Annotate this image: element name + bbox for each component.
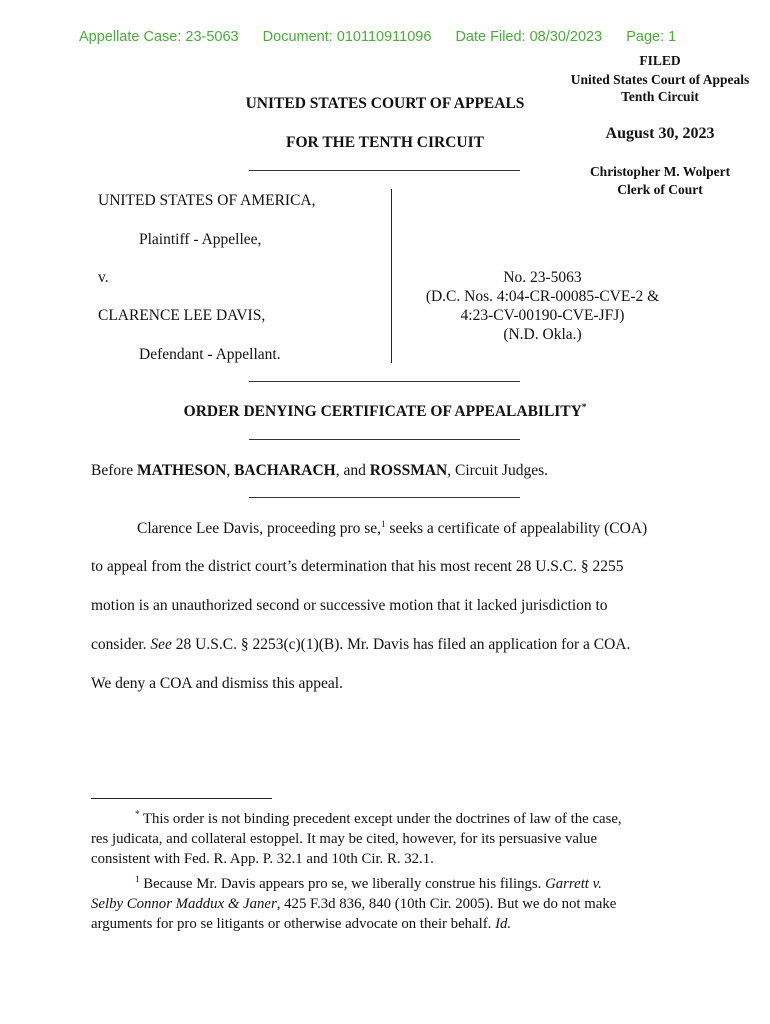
footnote-text: This order is not binding precedent except under the doctrines of law of the case,: [139, 811, 622, 827]
header-document: Document: 010110911096: [262, 29, 432, 45]
body-line-2: to appeal from the district court’s determination that his most recent 28 U.S.C. § 2255: [91, 558, 624, 575]
court-name: UNITED STATES COURT OF APPEALS: [245, 95, 525, 112]
footnote-1: [91, 874, 691, 934]
caption-defendant: CLARENCE LEE DAVIS,: [98, 307, 266, 324]
caption-divider: [391, 189, 392, 363]
body-text: consider.: [91, 636, 151, 653]
stamp-clerk-name: Christopher M. Wolpert: [589, 164, 731, 179]
divider: [249, 170, 520, 171]
order-title-footnote-mark: *: [581, 401, 587, 412]
judges-line: [91, 462, 548, 480]
footnote-line: consistent with Fed. R. App. P. 32.1 and 10th Cir. R. 32.1.: [91, 851, 434, 867]
footnote-mark: *: [135, 809, 140, 820]
citation-signal: See: [150, 636, 172, 653]
caption-plaintiff-role: Plaintiff - Appellee,: [139, 231, 262, 248]
court-circuit: FOR THE TENTH CIRCUIT: [286, 134, 484, 151]
body-text: seeks a certificate of appealability (COA): [385, 520, 648, 537]
case-citation: Garrett v.: [545, 876, 602, 892]
dc-numbers-2: 4:23-CV-00190-CVE-JFJ): [460, 307, 625, 324]
body-line-5: We deny a COA and dismiss this appeal.: [91, 675, 343, 692]
stamp-court: United States Court of Appeals: [570, 72, 750, 87]
body-text: 28 U.S.C. § 2253(c)(1)(B). Mr. Davis has filed an application for a COA.: [171, 636, 631, 653]
header-page: Page: 1: [626, 29, 677, 45]
body-line-1: [137, 520, 647, 538]
stamp-clerk-title: Clerk of Court: [617, 182, 703, 197]
judge-1: MATHESON: [137, 462, 227, 479]
footnote-star: [91, 809, 691, 869]
caption-defendant-role: Defendant - Appellant.: [139, 346, 281, 363]
divider: [249, 497, 520, 498]
stamp-circuit: Tenth Circuit: [621, 89, 699, 104]
stamp-date: August 30, 2023: [605, 125, 715, 142]
order-title: [100, 403, 670, 421]
caption-plaintiff: UNITED STATES OF AMERICA,: [98, 192, 316, 209]
body-line-4: [91, 636, 630, 654]
judge-2: BACHARACH: [234, 462, 336, 479]
divider: [249, 381, 520, 382]
judges-sep: , and: [335, 462, 370, 479]
body-line-3: motion is an unauthorized second or successive motion that it lacked jurisdiction to: [91, 597, 608, 614]
caption-versus: v.: [98, 269, 109, 286]
footnote-line: [91, 874, 691, 894]
divider: [249, 439, 520, 440]
judges-before: Before: [91, 462, 138, 479]
body-text: Clarence Lee Davis, proceeding pro se,: [137, 520, 382, 537]
footnote-mark: 1: [135, 874, 140, 885]
footnote-text: Because Mr. Davis appears pro se, we liberally construe his filings.: [139, 876, 546, 892]
header-case: Appellate Case: 23-5063: [79, 29, 239, 45]
case-citation: Selby Connor Maddux & Janer: [91, 896, 277, 912]
footnote-line: [91, 809, 691, 829]
order-title-text: ORDER DENYING CERTIFICATE OF APPEALABILITY: [183, 403, 582, 420]
judges-sep: ,: [226, 462, 235, 479]
footnote-line: [91, 914, 691, 934]
footnote-text: , 425 F.3d 836, 840 (10th Cir. 2005). But we do not make: [276, 896, 617, 912]
filing-header: [79, 29, 696, 45]
citation-id: Id.: [495, 916, 512, 932]
stamp-filed: FILED: [639, 53, 681, 68]
footnote-line: [91, 894, 691, 914]
district: (N.D. Okla.): [503, 326, 582, 343]
footnote-ref: 1: [381, 518, 386, 529]
judges-tail: , Circuit Judges.: [447, 462, 548, 479]
footnote-text: arguments for pro se litigants or otherwise advocate on their behalf.: [91, 916, 496, 932]
case-number: No. 23-5063: [503, 269, 582, 286]
footnote-line: res judicata, and collateral estoppel. It may be cited, however, for its persuasive value: [91, 831, 598, 847]
judge-3: ROSSMAN: [369, 462, 448, 479]
header-date-filed: Date Filed: 08/30/2023: [455, 29, 603, 45]
footnote-separator: [91, 798, 272, 799]
dc-numbers-1: (D.C. Nos. 4:04-CR-00085-CVE-2 &: [425, 288, 660, 305]
